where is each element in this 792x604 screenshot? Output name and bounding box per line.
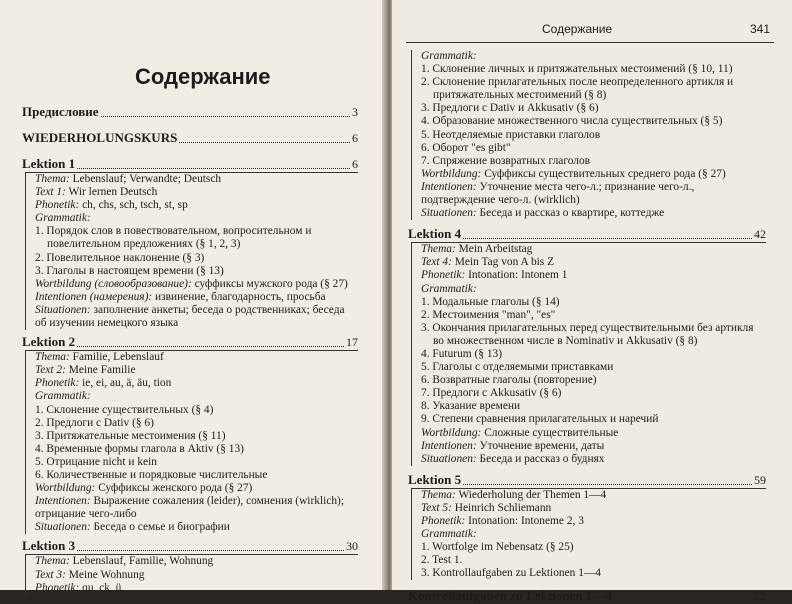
toc-entry-lektion-4[interactable]: Lektion 4 42 (408, 226, 766, 242)
section-line (35, 482, 358, 495)
field-label: Wortbildung: (421, 167, 482, 180)
field-value: извинение, благодарность, просьба (152, 290, 326, 303)
grammar-item: 7. Спряжение возвратных глаголов (421, 154, 591, 167)
grammar-item: 3. Kontrollaufgaben zu Lektionen 1—4 (421, 567, 601, 580)
section-line (35, 555, 358, 568)
field-label: Wortbildung (словообразование): (35, 277, 192, 290)
lektion-4-contents (411, 242, 766, 466)
toc-entry-review[interactable]: WIEDERHOLUNGSKURS 6 (22, 130, 358, 145)
field-value: заполнение анкеты; беседа о родственниках; беседа об изучении немецкого языка (35, 303, 345, 330)
field-value: Intonation: Intonem 1 (465, 269, 568, 282)
field-label: Phonetik: (35, 377, 80, 390)
grammar-item: 9. Степени сравнения прилагательных и наречий (421, 413, 659, 426)
field-label: Intentionen: (35, 495, 91, 508)
section-line (35, 173, 358, 186)
field-label: Thema: (35, 351, 70, 364)
field-value: Heinrich Schliemann (451, 501, 552, 514)
lektion-3-contents (25, 554, 358, 594)
section-line (421, 502, 766, 515)
left-page (0, 0, 388, 594)
field-value: Суффиксы женского рода (§ 27) (95, 482, 253, 495)
field-label: Grammatik: (421, 528, 477, 541)
field-label: Intentionen (намерения): (35, 290, 153, 303)
field-value: Суффиксы существительных среднего рода (§ 27) (481, 167, 726, 180)
field-label: Phonetik: (35, 199, 80, 212)
field-value: ie, ei, au, ä, äu, tion (79, 377, 172, 390)
page-title: Содержание (135, 64, 271, 89)
grammar-item: 4. Образование множественного числа существительных (§ 5) (421, 115, 723, 128)
grammar-heading (421, 50, 766, 63)
lektion-2-contents (25, 350, 358, 534)
running-header: Содержание (542, 22, 613, 36)
section-line (35, 495, 358, 521)
toc-entry-lektion-2[interactable]: Lektion 2 17 (22, 334, 358, 350)
grammar-list (35, 225, 358, 277)
section-line (35, 199, 358, 212)
field-value: Mein Tag von A bis Z (451, 256, 555, 269)
field-value: Сложные существительные (481, 426, 619, 439)
grammar-item: 2. Предлоги с Dativ (§ 6) (35, 416, 154, 429)
field-value: суффиксы мужского рода (§ 27) (191, 277, 348, 290)
section-line (35, 582, 358, 595)
lektion-1-contents (25, 172, 358, 330)
grammar-item: 5. Неотделяемые приставки глаголов (421, 128, 601, 141)
section-line (421, 283, 766, 296)
field-label: Text 5: (421, 501, 452, 514)
grammar-item: 1. Модальные глаголы (§ 14) (421, 295, 560, 308)
field-label: Thema: (35, 173, 70, 185)
field-label: Wortbildung: (421, 426, 482, 439)
section-line (35, 291, 358, 304)
grammar-item: 6. Оборот "es gibt" (421, 141, 511, 154)
field-label: Text 3: (35, 568, 66, 581)
field-value: Беседа о семье и биографии (90, 521, 230, 534)
section-line (421, 181, 766, 207)
section-line (35, 377, 358, 390)
field-value: ch, chs, sch, tsch, st, sp (79, 199, 188, 212)
grammar-item: 3. Предлоги с Dativ и Akkusativ (§ 6) (421, 102, 599, 115)
grammar-item: 8. Указание времени (421, 400, 521, 413)
field-value: Lebenslauf; Verwandte; Deutsch (69, 173, 222, 185)
grammar-item: 6. Возвратные глаголы (повторение) (421, 374, 597, 387)
section-line (35, 212, 358, 225)
field-value: Wiederholung der Themen 1—4 (455, 488, 607, 501)
toc-entry-lektion-3[interactable]: Lektion 3 30 (22, 538, 358, 554)
field-label: Grammatik: (35, 212, 91, 225)
section-line (421, 440, 766, 453)
section-line (421, 427, 766, 440)
field-value: Intonation: Intoneme 2, 3 (465, 515, 584, 527)
field-label: Phonetik: (421, 269, 466, 282)
grammar-item: 1. Wortfolge im Nebensatz (§ 25) (421, 541, 574, 554)
field-label: Text 4: (421, 256, 452, 269)
grammar-item: 3. Притяжательные местоимения (§ 11) (35, 429, 226, 442)
field-label: Thema: (421, 488, 456, 501)
field-value: Выражение сожаления (leider), сомнения (wirklich); отрицание чего-либо (35, 495, 344, 521)
grammar-item: 2. Местоимения "man", "es" (421, 308, 556, 321)
grammar-item: 3. Глаголы в настоящем времени (§ 13) (35, 264, 224, 277)
section-line (35, 521, 358, 534)
grammar-item: 6. Количественные и порядковые числительные (35, 468, 268, 481)
field-label: Situationen: (421, 452, 477, 465)
grammar-item: 5. Отрицание nicht и kein (35, 455, 157, 468)
field-label: Text 1: (35, 186, 66, 199)
grammar-item: 1. Склонение личных и притяжательных местоимений (§ 10, 11) (421, 63, 733, 76)
field-value: Lebenslauf, Familie, Wohnung (69, 555, 214, 568)
grammar-item: 4. Временные формы глагола в Aktiv (§ 13) (35, 442, 244, 455)
field-value: Mein Arbeitstag (455, 243, 533, 256)
section-line (35, 364, 358, 377)
right-page (392, 0, 792, 604)
section-line (421, 489, 766, 502)
grammar-item: 2. Test 1. (421, 554, 463, 567)
grammar-item: 4. Futurum (§ 13) (421, 347, 502, 360)
section-line (35, 304, 358, 330)
field-value: Meine Wohnung (65, 568, 145, 581)
grammar-list (35, 404, 358, 483)
section-line (421, 207, 766, 220)
field-label: Text 2: (35, 364, 66, 377)
field-label: Grammatik: (35, 390, 91, 403)
grammar-item: 1. Порядок слов в повествовательном, вопросительном и повелительном предложениях (§ 1, 2, 3) (35, 225, 312, 251)
field-label: Thema: (35, 555, 70, 568)
field-label: Phonetik: (421, 515, 466, 527)
section-line (35, 186, 358, 199)
field-label: Intentionen: (421, 180, 477, 193)
grammar-list (421, 296, 766, 427)
field-value: Wir lernen Deutsch (65, 186, 158, 199)
field-label: Intentionen: (421, 439, 477, 452)
section-line (421, 256, 766, 269)
section-line (421, 515, 766, 528)
field-label: Grammatik: (421, 50, 477, 62)
grammar-item: 5. Глаголы с отделяемыми приставками (421, 361, 614, 374)
field-label: Grammatik: (421, 282, 477, 295)
field-label: Situationen: (421, 207, 477, 220)
section-line (35, 351, 358, 364)
field-value: qu, ck, ü (79, 581, 122, 594)
section-line (35, 390, 358, 403)
toc-entry-preface[interactable]: Предисловие 3 (22, 104, 358, 119)
field-value: Meine Familie (65, 364, 136, 377)
section-line (421, 269, 766, 282)
section-line (35, 278, 358, 291)
section-line (421, 168, 766, 181)
grammar-item: 3. Окончания прилагательных перед существительными без артикля во множественном числе в Nominativ и Akkusativ (§ 8) (421, 321, 754, 347)
section-line (421, 453, 766, 466)
grammar-item: 2. Склонение прилагательных после неопределенного артикля и притяжательных местоимений (§ 8) (421, 76, 734, 102)
field-value: Беседа и рассказ о квартире, коттедже (476, 207, 665, 220)
field-label: Situationen: (35, 303, 91, 316)
lektion-5-contents (411, 488, 766, 581)
section-line (421, 243, 766, 256)
field-label: Phonetik: (35, 581, 80, 594)
field-value: Familie, Lebenslauf (69, 351, 164, 364)
page-number: 341 (749, 22, 770, 36)
field-value: Беседа и рассказ о буднях (476, 452, 605, 465)
toc-entry-lektion-5[interactable]: Lektion 5 59 (408, 471, 766, 487)
grammar-item: 7. Предлоги с Akkusativ (§ 6) (421, 387, 562, 400)
grammar-item: 1. Склонение существительных (§ 4) (35, 403, 214, 416)
lektion-3-continued (411, 50, 766, 220)
field-label: Wortbildung: (35, 482, 96, 495)
toc-entry-lektion-1[interactable]: Lektion 1 6 (22, 156, 358, 171)
field-label: Thema: (421, 243, 456, 256)
grammar-item: 2. Повелительное наклонение (§ 3) (35, 251, 205, 264)
grammar-list (421, 541, 766, 580)
field-value: Уточнение места чего-л.; признание чего-л., подтверждение чего-л. (wirklich) (421, 180, 695, 207)
section-line (421, 528, 766, 541)
field-value: Уточнение времени, даты (476, 439, 605, 452)
grammar-list (421, 63, 766, 168)
toc-entry-control-tasks[interactable]: Kontrollaufgaben zu Lektionen 1—4 72 (408, 588, 766, 604)
header-rule (406, 42, 774, 43)
field-label: Situationen: (35, 521, 91, 534)
section-line (35, 569, 358, 582)
